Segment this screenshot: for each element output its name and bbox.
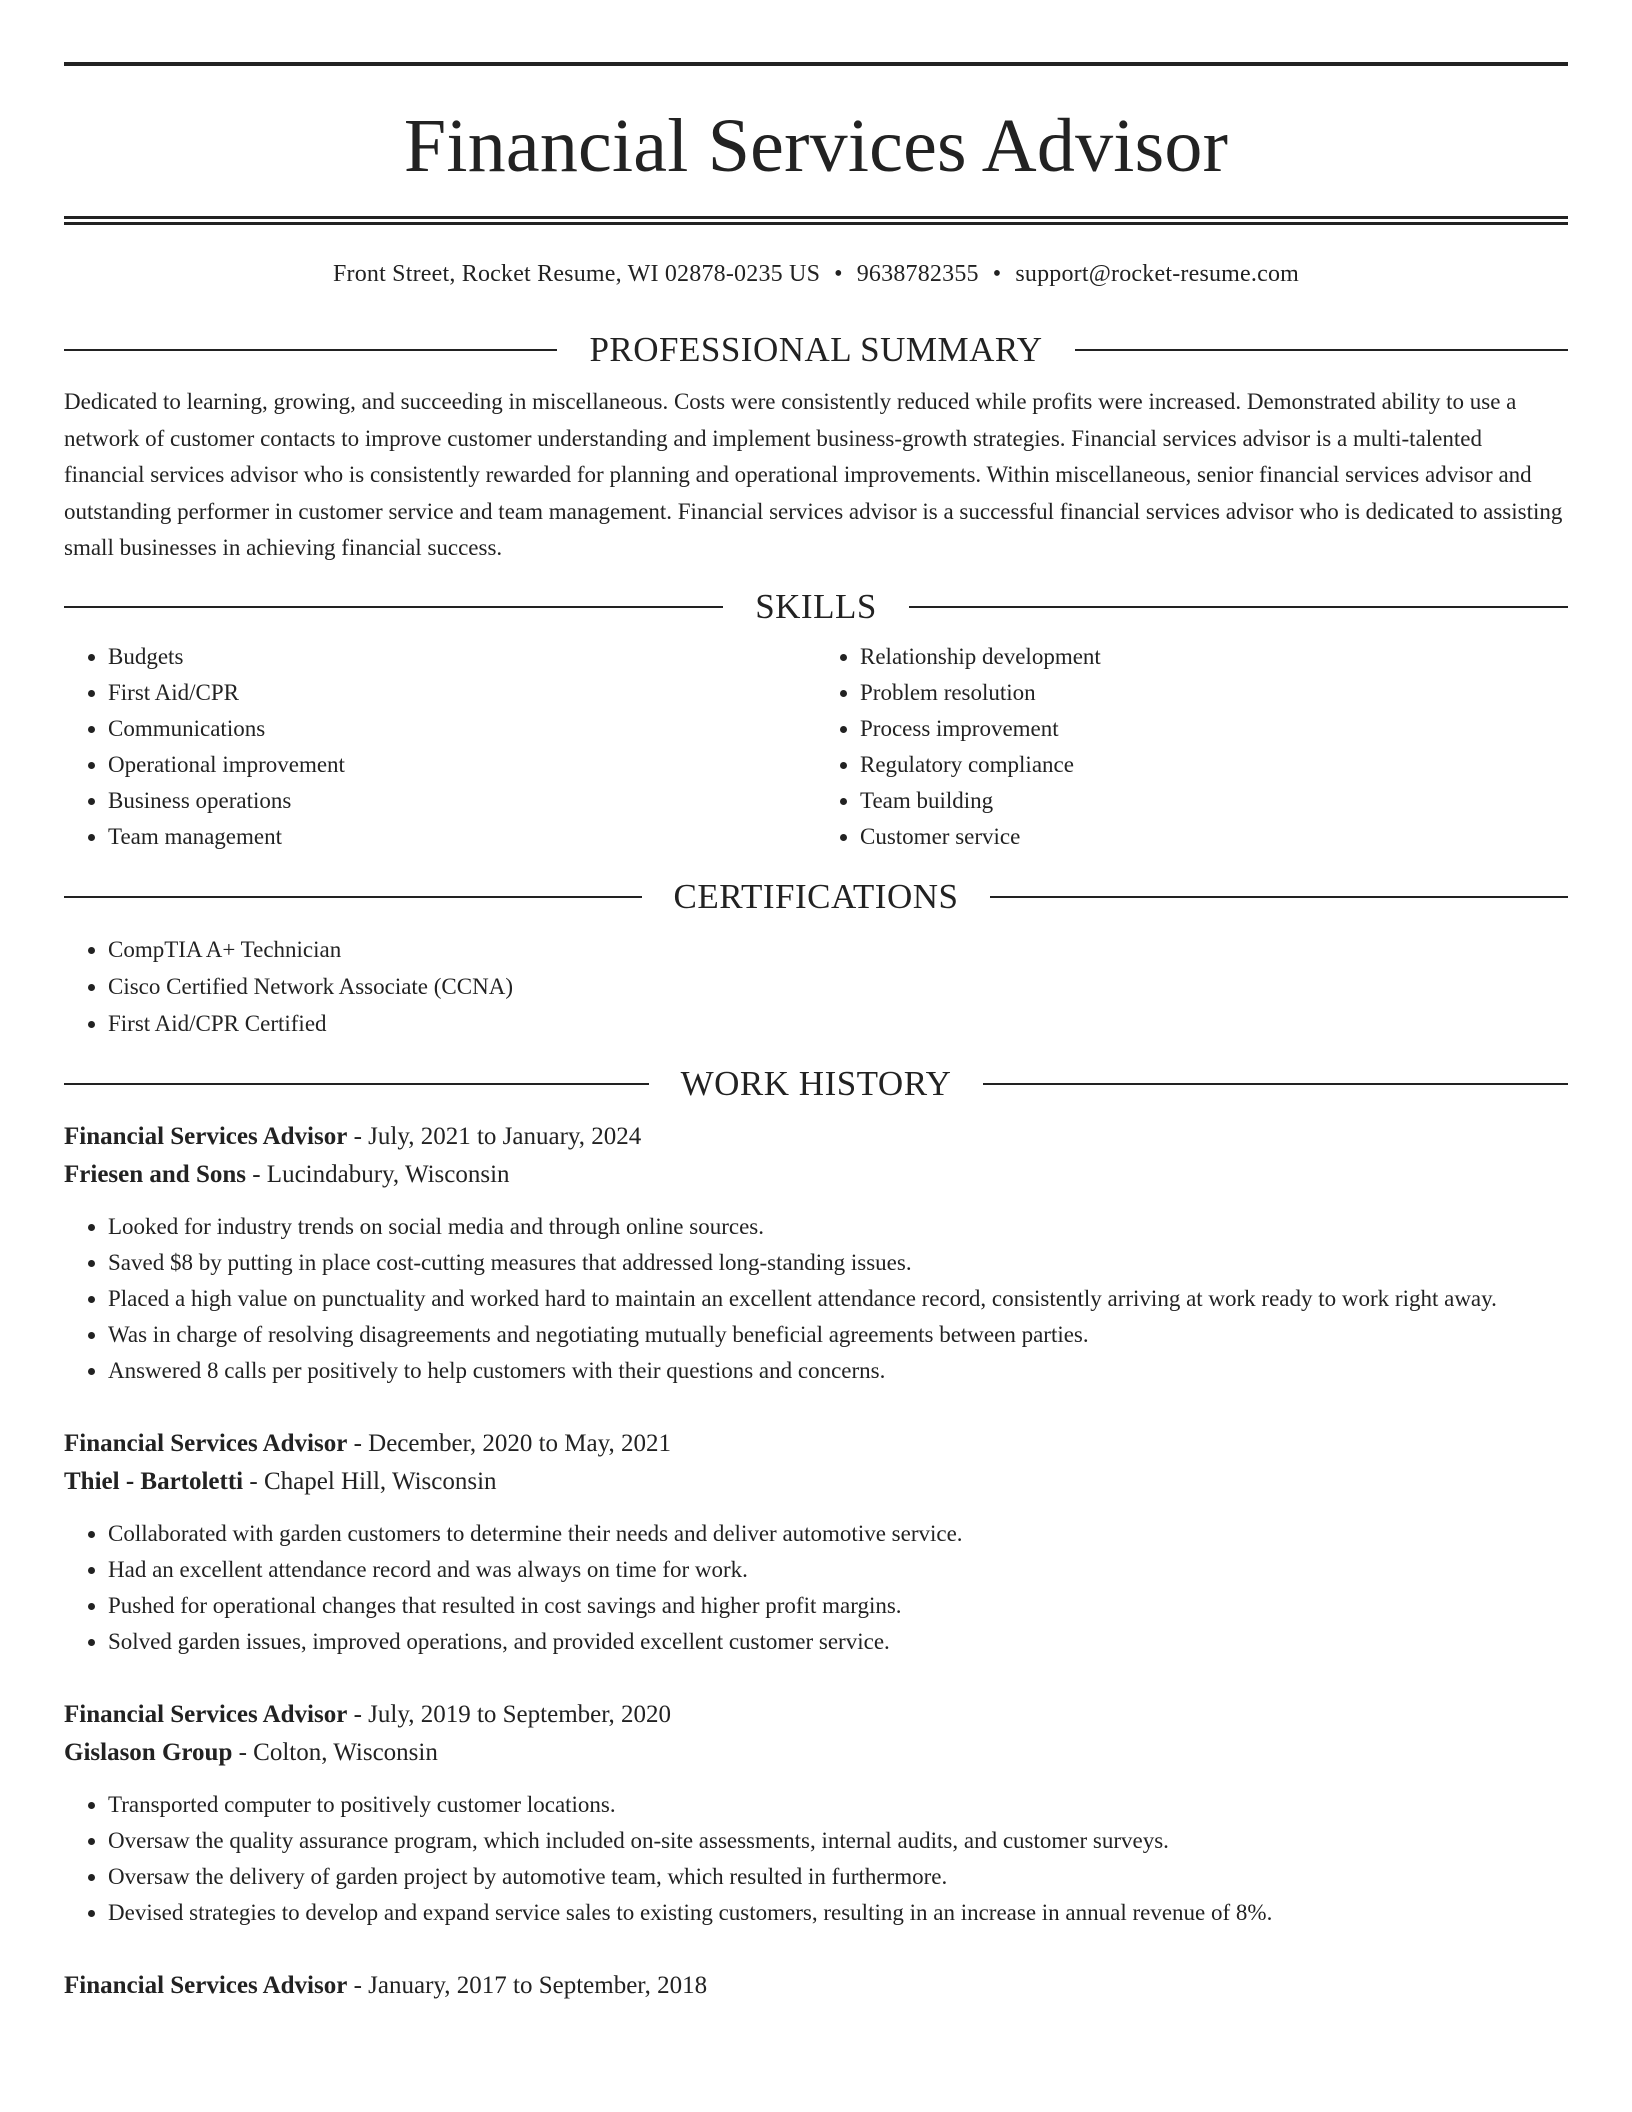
job-entry bbox=[64, 1425, 1568, 1660]
section-title: CERTIFICATIONS bbox=[673, 876, 959, 916]
list-item: • Communications bbox=[108, 711, 816, 747]
list-item: • Transported computer to positively customer locations. bbox=[108, 1787, 1568, 1823]
job-company-line bbox=[64, 1463, 1568, 1502]
skills-list bbox=[64, 639, 1568, 855]
job-location: - Colton, Wisconsin bbox=[232, 1739, 438, 1766]
list-item: • Was in charge of resolving disagreements and negotiating mutually beneficial agreements between parties. bbox=[108, 1317, 1568, 1353]
section-title: WORK HISTORY bbox=[680, 1063, 952, 1103]
job-title-line bbox=[64, 1118, 1568, 1157]
section-rule-left bbox=[64, 349, 557, 351]
contact-separator: • bbox=[834, 261, 843, 287]
job-company: Thiel - Bartoletti bbox=[64, 1468, 244, 1495]
list-item: • Oversaw the quality assurance program, which included on-site assessments, internal audits, and customer surveys. bbox=[108, 1823, 1568, 1859]
list-item: • Devised strategies to develop and expand service sales to existing customers, resulting in an increase in annual revenue of 8%. bbox=[108, 1895, 1568, 1931]
header-double-rule bbox=[64, 216, 1568, 225]
list-item: • Customer service bbox=[860, 819, 1568, 855]
section-rule-left bbox=[64, 896, 642, 898]
job-role: Financial Services Advisor bbox=[64, 1971, 348, 1999]
contact-line bbox=[64, 260, 1568, 288]
section-title: SKILLS bbox=[755, 586, 877, 626]
list-item: • Looked for industry trends on social media and through online sources. bbox=[108, 1209, 1568, 1245]
skills-left-list bbox=[64, 639, 816, 855]
list-item: • Oversaw the delivery of garden project by automotive team, which resulted in furthermore. bbox=[108, 1859, 1568, 1895]
job-title-line bbox=[64, 1696, 1568, 1735]
list-item: • Process improvement bbox=[860, 711, 1568, 747]
section-heading-skills bbox=[64, 587, 1568, 627]
list-item: • Relationship development bbox=[860, 639, 1568, 675]
job-company: Friesen and Sons bbox=[64, 1161, 246, 1188]
contact-separator: • bbox=[992, 261, 1002, 287]
section-rule-right bbox=[983, 1083, 1568, 1085]
section-rule-left bbox=[64, 606, 723, 608]
list-item: • Regulatory compliance bbox=[860, 747, 1568, 783]
job-dates: - July, 2019 to September, 2020 bbox=[347, 1700, 672, 1728]
list-item: • Answered 8 calls per positively to help customers with their questions and concerns. bbox=[108, 1353, 1568, 1389]
section-heading-summary bbox=[64, 330, 1568, 370]
section-rule-right bbox=[1075, 349, 1568, 351]
certifications-items bbox=[64, 931, 1568, 1042]
skills-right-list bbox=[816, 639, 1568, 855]
list-item: • Had an excellent attendance record and was always on time for work. bbox=[108, 1552, 1568, 1588]
list-item: • Placed a high value on punctuality and worked hard to maintain an excellent attendance record, consistently arriving at work ready to work right away. bbox=[108, 1281, 1568, 1317]
list-item: • Team building bbox=[860, 783, 1568, 819]
job-role: Financial Services Advisor bbox=[64, 1122, 348, 1150]
job-dates: - December, 2020 to May, 2021 bbox=[347, 1429, 672, 1457]
list-item: • First Aid/CPR Certified bbox=[108, 1005, 1568, 1042]
job-duties bbox=[64, 1209, 1568, 1389]
list-item: • Team management bbox=[108, 819, 816, 855]
job-company-line bbox=[64, 1156, 1568, 1195]
job-company: Gislason Group bbox=[64, 1739, 233, 1766]
resume-content bbox=[64, 62, 1568, 2005]
job-entry bbox=[64, 1696, 1568, 1931]
skills-column-left bbox=[64, 639, 816, 855]
section-heading-work-history bbox=[64, 1064, 1568, 1104]
list-item: • Collaborated with garden customers to determine their needs and deliver automotive service. bbox=[108, 1516, 1568, 1552]
section-rule-right bbox=[909, 606, 1568, 608]
job-dates: - January, 2017 to September, 2018 bbox=[347, 1971, 708, 1999]
list-item: • Cisco Certified Network Associate (CCNA) bbox=[108, 968, 1568, 1005]
job-entry bbox=[64, 1118, 1568, 1389]
list-item: • Business operations bbox=[108, 783, 816, 819]
skills-column-right bbox=[816, 639, 1568, 855]
job-dates: - July, 2021 to January, 2024 bbox=[347, 1122, 642, 1150]
list-item: • CompTIA A+ Technician bbox=[108, 931, 1568, 968]
job-company-line bbox=[64, 1734, 1568, 1773]
section-title: PROFESSIONAL SUMMARY bbox=[589, 330, 1043, 369]
certifications-list bbox=[64, 931, 1568, 1042]
job-title-line bbox=[64, 1967, 1568, 2006]
contact-email: support@rocket-resume.com bbox=[1015, 261, 1300, 287]
job-role: Financial Services Advisor bbox=[64, 1700, 348, 1728]
list-item: • Operational improvement bbox=[108, 747, 816, 783]
job-role: Financial Services Advisor bbox=[64, 1429, 348, 1457]
list-item: • Problem resolution bbox=[860, 675, 1568, 711]
contact-phone: 9638782355 bbox=[856, 261, 979, 287]
section-rule-left bbox=[64, 1083, 649, 1085]
section-heading-certifications bbox=[64, 877, 1568, 917]
list-item: • Solved garden issues, improved operations, and provided excellent customer service. bbox=[108, 1624, 1568, 1660]
job-duties bbox=[64, 1516, 1568, 1660]
job-duties bbox=[64, 1787, 1568, 1931]
list-item: • First Aid/CPR bbox=[108, 675, 816, 711]
list-item: • Pushed for operational changes that resulted in cost savings and higher profit margins. bbox=[108, 1588, 1568, 1624]
section-rule-right bbox=[990, 896, 1568, 898]
work-history-list bbox=[64, 1118, 1568, 2006]
job-title-line bbox=[64, 1425, 1568, 1464]
job-location: - Lucindabury, Wisconsin bbox=[245, 1161, 510, 1188]
contact-address: Front Street, Rocket Resume, WI 02878-0235 US bbox=[332, 261, 821, 287]
list-item: • Saved $8 by putting in place cost-cutting measures that addressed long-standing issues. bbox=[108, 1245, 1568, 1281]
list-item: • Budgets bbox=[108, 639, 816, 675]
candidate-name: Financial Services Advisor bbox=[403, 104, 1229, 188]
job-entry bbox=[64, 1967, 1568, 2006]
summary-text: Dedicated to learning, growing, and succeeding in miscellaneous. Costs were consistently reduced while profits were increased. Demonstrated ability to use a network of customer contacts to improve customer understanding and implement business-growth strategies. Financial services advisor is a multi-talented financial services advisor who is consistently rewarded for planning and operational improvements. Within miscellaneous, senior financial services advisor and outstanding performer in customer service and team management. Financial services advisor is a successful financial services advisor who is dedicated to assisting small businesses in achieving financial success. bbox=[64, 389, 1563, 560]
job-location: - Chapel Hill, Wisconsin bbox=[243, 1468, 497, 1495]
